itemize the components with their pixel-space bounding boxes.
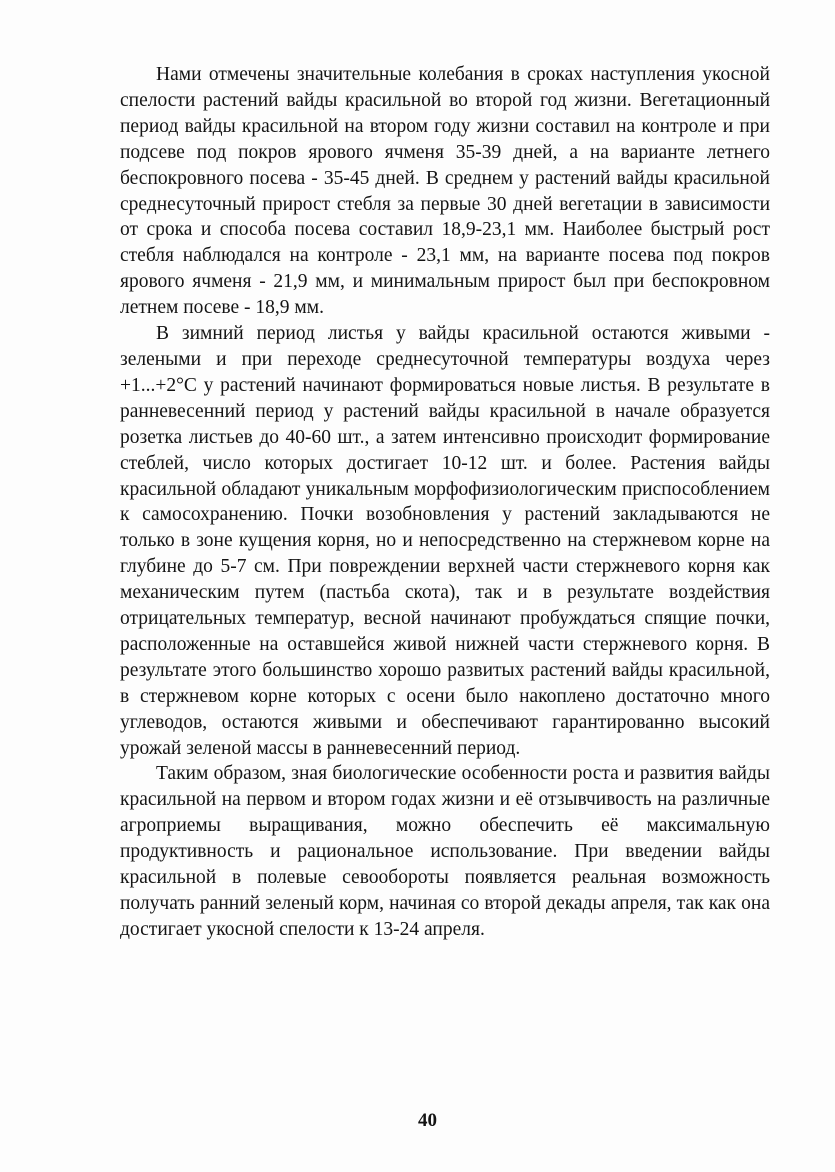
page-number: 40 [418,1110,437,1131]
paragraph: Нами отмечены значительные колебания в сроках наступления укосной спелости растений вайды красильной во второй год жизни. Вегетационный период вайды красильной на втором году жизни составил на контроле и при подсеве под покров ярового ячменя 35-39 дней, а на варианте летнего беспокровного посева - 35-45 дней. В среднем у растений вайды красильной среднесуточный прирост стебля за первые 30 дней вегетации в зависимости от срока и способа посева составил 18,9-23,1 мм. Наиболее быстрый рост стебля наблюдался на контроле - 23,1 мм, на варианте посева под покров ярового ячменя - 21,9 мм, и минимальным прирост был при беспокровном летнем посеве - 18,9 мм. [120,64,770,319]
paragraph: В зимний период листья у вайды красильной остаются живыми - зелеными и при переходе среднесуточной температуры воздуха через +1...+2°С у растений начинают формироваться новые листья. В результате в ранневесенний период у растений вайды красильной в начале образуется розетка листьев до 40-60 шт., а затем интенсивно происходит формирование стеблей, число которых достигает 10-12 шт. и более. Растения вайды красильной обладают уникальным морфофизиологическим приспособлением к самосохранению. Почки возобновления у растений закладываются не только в зоне кущения корня, но и непосредственно на стержневом корне на глубине до 5-7 см. При повреждении верхней части стержневого корня как механическим путем (пастьба скота), так и в результате воздействия отрицательных температур, весной начинают пробуждаться спящие почки, расположенные на оставшейся живой нижней части стержневого корня. В результате этого большинство хорошо развитых растений вайды красильной, в стержневом корне которых с осени было накоплено достаточно много углеводов, остаются живыми и обеспечивают гарантированно высокий урожай зеленой массы в ранневесенний период. [120,323,770,759]
body-text [120,62,770,943]
paragraph: Таким образом, зная биологические особенности роста и развития вайды красильной на первом и втором годах жизни и её отзывчивость на различные агроприемы выращивания, можно обеспечить её максимальную продуктивность и рациональное использование. При введении вайды красильной в полевые севообороты появляется реальная возможность получать ранний зеленый корм, начиная со второй декады апреля, так как она достигает укосной спелости к 13-24 апреля. [120,763,770,940]
